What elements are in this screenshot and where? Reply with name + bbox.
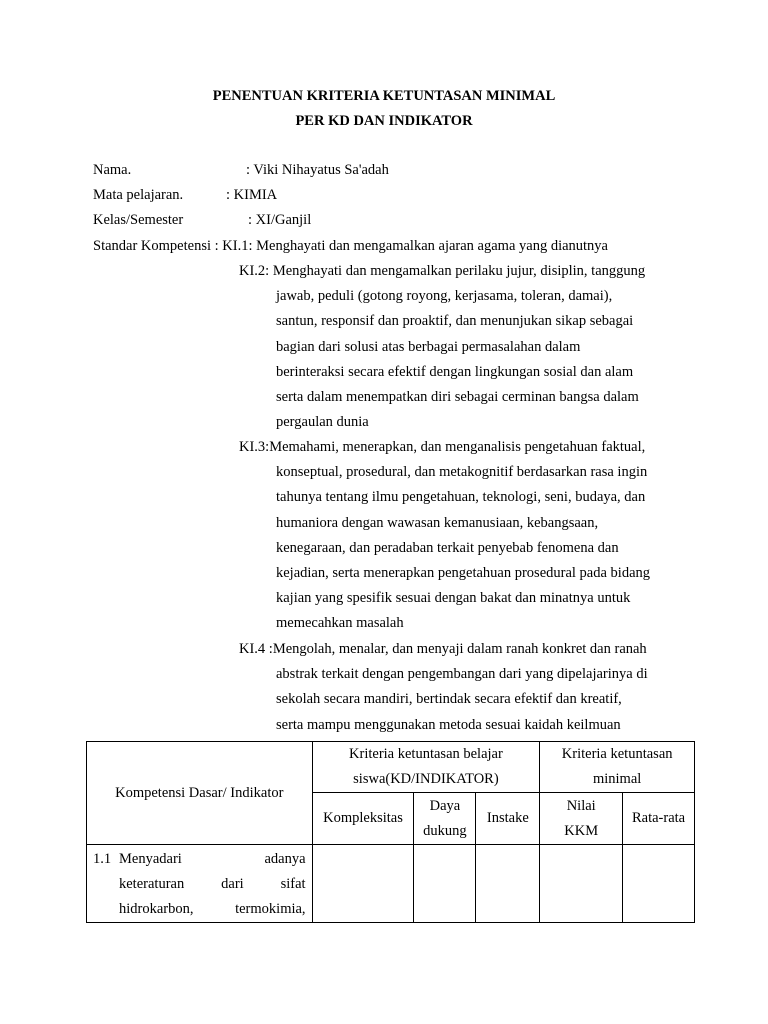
ki2-line: pergaulan dunia <box>276 414 369 431</box>
nilai-kkm-cell <box>540 845 623 923</box>
kriteria-belajar-line2: siswa(KD/INDIKATOR) <box>353 771 499 787</box>
ki4-line: sekolah secara mandiri, bertindak secara efektif dan kreatif, <box>276 691 622 708</box>
kd-text-line3: hidrokarbon, termokimia, <box>119 901 306 917</box>
kriteria-belajar-header <box>312 742 540 793</box>
nama-value: : Viki Nihayatus Sa'adah <box>246 162 389 178</box>
kkm-label: KKM <box>564 822 599 839</box>
kelas-value: : XI/Ganjil <box>248 212 312 228</box>
standar-value: KI.1: Menghayati dan mengamalkan ajaran agama yang dianutnya <box>222 238 608 254</box>
ki2-line: jawab, peduli (gotong royong, kerjasama, toleran, damai), <box>276 288 613 305</box>
table-header-row <box>87 742 695 793</box>
standar-label: Standar Kompetensi : <box>93 238 219 254</box>
standar-row <box>93 238 608 255</box>
kriteria-kkm-header <box>540 742 695 793</box>
kompleksitas-header <box>312 793 414 845</box>
nama-row <box>93 162 389 179</box>
kelas-label: Kelas/Semester <box>93 212 184 228</box>
nilai-label: Nilai <box>566 797 596 814</box>
dukung-label: dukung <box>423 822 467 839</box>
daya-dukung-cell <box>414 845 476 923</box>
table-row <box>87 845 695 923</box>
ki3-line: kenegaraan, dan peradaban terkait penyebab fenomena dan <box>276 539 619 556</box>
ki2-block <box>239 259 675 435</box>
rata-rata-label: Rata-rata <box>631 810 686 826</box>
ki3-line: humaniora dengan wawasan kemanusiaan, kebangsaan, <box>276 514 599 531</box>
document-title-line1: PENENTUAN KRITERIA KETUNTASAN MINIMAL <box>212 88 556 104</box>
ki3-line: konseptual, prosedural, dan metakognitif berdasarkan rasa ingin <box>276 464 648 481</box>
ki3-line: kajian yang spesifik sesuai dengan bakat dan minatnya untuk <box>276 590 631 607</box>
kd-text-line1: Menyadari adanya <box>119 851 306 867</box>
ki3-line: tahunya tentang ilmu pengetahuan, teknologi, seni, budaya, dan <box>276 489 646 506</box>
instake-header <box>476 793 540 845</box>
kd-number: 1.1 <box>93 851 112 867</box>
ki3-block <box>239 435 675 637</box>
kd-line <box>93 847 306 872</box>
mapel-value: : KIMIA <box>226 187 278 203</box>
ki3-heading: KI.3:Memahami, menerapkan, dan menganalisis pengetahuan faktual, <box>239 439 646 455</box>
ki4-line: serta mampu menggunakan metoda sesuai kaidah keilmuan <box>276 716 621 733</box>
daya-dukung-header <box>414 793 476 845</box>
rata-rata-cell <box>623 845 695 923</box>
kd-header: Kompetensi Dasar/ Indikator <box>115 784 284 801</box>
ki4-heading: KI.4 :Mengolah, menalar, dan menyaji dalam ranah konkret dan ranah <box>239 641 647 657</box>
kd-cell <box>87 845 313 923</box>
kriteria-kkm-line1: Kriteria ketuntasan <box>561 746 673 762</box>
ki3-line: kejadian, serta menerapkan pengetahuan prosedural pada bidang <box>276 565 651 582</box>
ki3-line: memecahkan masalah <box>276 615 404 632</box>
kd-header-cell <box>87 742 313 845</box>
kriteria-belajar-line1: Kriteria ketuntasan belajar <box>349 746 503 762</box>
daya-label: Daya <box>429 797 461 814</box>
nilai-kkm-header <box>540 793 623 845</box>
kriteria-kkm-line2: minimal <box>592 771 642 787</box>
ki4-line: abstrak terkait dengan pengembangan dari yang dipelajarinya di <box>276 666 648 683</box>
ki2-line: bagian dari solusi atas berbagai permasalahan dalam <box>276 338 581 355</box>
mapel-label: Mata pelajaran. <box>93 187 184 203</box>
mapel-row <box>93 187 278 204</box>
nama-label: Nama. <box>93 162 132 178</box>
rata-rata-header <box>623 793 695 845</box>
ki2-line: santun, responsif dan proaktif, dan menunjukan sikap sebagai <box>276 313 634 330</box>
ki4-block <box>239 637 675 738</box>
kd-text-line2: keteraturan dari sifat <box>119 876 306 892</box>
instake-label: Instake <box>486 810 529 826</box>
document-title-line2: PER KD DAN INDIKATOR <box>295 113 473 129</box>
kelas-row <box>93 212 312 229</box>
instake-cell <box>476 845 540 923</box>
ki2-heading: KI.2: Menghayati dan mengamalkan perilaku jujur, disiplin, tanggung <box>239 263 646 279</box>
ki2-line: serta dalam menempatkan diri sebagai cerminan bangsa dalam <box>276 389 639 406</box>
kkm-table <box>86 741 695 923</box>
kompleksitas-cell <box>312 845 414 923</box>
ki2-line: berinteraksi secara efektif dengan lingkungan sosial dan alam <box>276 363 634 380</box>
kompleksitas-label: Kompleksitas <box>323 810 403 826</box>
